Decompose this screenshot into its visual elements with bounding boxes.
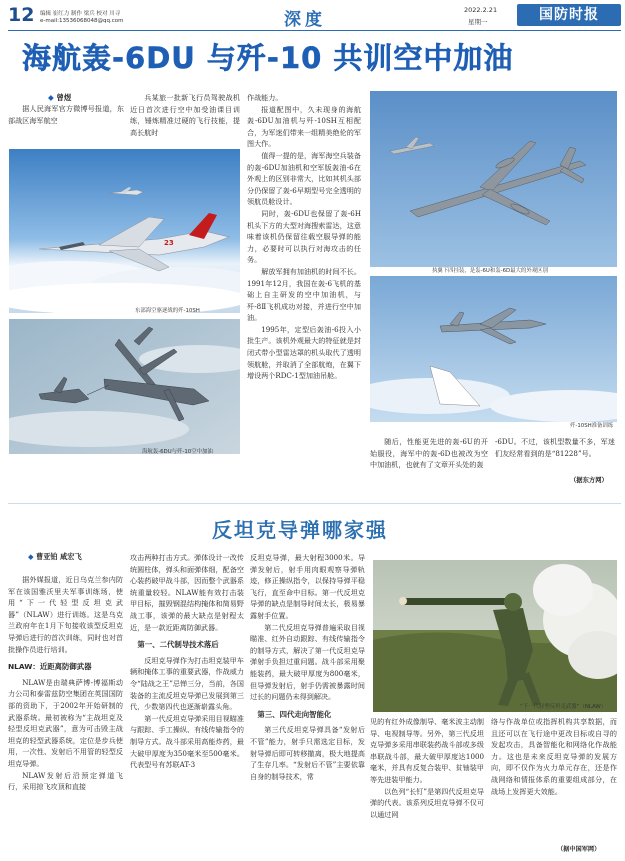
article2-col5 [491,716,617,797]
photo3-caption: 执翼下四挂装，是轰-6U和轰-6D最大的外观区别 [432,268,548,274]
photo-j10sh-prep [370,276,617,422]
article2-author-name: 曹亚铂 咸宏飞 [36,552,82,561]
paragraph: -6DU。不过，该机型数量不多，军迷们友经常看到的是“81228”号。 [495,437,615,458]
article1-col3 [247,92,361,382]
paragraph: 以色列“长钉”是第四代反坦克导弹的代表。该系列反坦克导弹不仅可以通过网 [370,786,484,819]
paragraph: 据人民海军官方微博号报道，东部战区海军航空 [8,104,124,125]
section-label: 深度 [284,10,326,30]
photo5-caption: “下一代轻型反坦克武器”（NLAW） [520,704,607,710]
paragraph: 反坦克导弹作为打击坦克装甲车辆和掩体工事的重要武器，作战威力令“陆战之王”忌惮三分，当前，各国装备的主流反坦克导弹已发展到第三代，少数第四代也逐渐崭露头角。 [130,655,244,712]
article1-col4b [495,436,615,459]
photo4-caption: 歼-10SH准备训练 [570,423,614,429]
svg-text:人民海军: 人民海军 [199,303,220,309]
photo-h6-bomber [370,91,617,267]
email: e-mail:13536068048@qq.com [40,18,124,24]
article1-author-name: 曾煜 [56,93,72,102]
paragraph: 络与作战单位或指挥机构共享数据，而且还可以在飞行途中更改目标或自寻的发起攻击，具备智能化和网络化作战能力。这也是未来反坦克导弹的发展方向，即不仅作为火力单元存在，还是作战网络和情报体系的重要组成部分，在战场上发挥更大效能。 [491,717,617,796]
svg-text:23: 23 [164,239,174,247]
article1-source: （据东方网） [570,477,608,484]
article1-title: 海航轰-6DU 与歼-10 共训空中加油 [22,41,514,75]
photo1-caption: 东部海空驱逐战的歼-10SH [135,308,200,314]
paragraph: 报道配图中，久未现身的海航轰-6DU加油机与歼-10SH互相配合，为军迷们带来一组精美绝伦的军图大作。 [247,104,361,149]
paragraph: 随后，性能更先进的轰-6U的开始服役，海军中的轰-6D也被改为空中加油机，也就有了文章开头处的轰 [370,437,488,470]
nlaw-firing-illustration [373,560,617,712]
paragraph: 作战能力。 [247,93,283,102]
author-marker-icon: ◆ [28,552,34,561]
paragraph: 见的有红外成像制导、毫米波主动制导、电视制导等。另外，第三代反坦克导弹多采用串联装药战斗部或多级串联战斗部，最大破甲厚度达1000毫米，并具有反复合装甲、贫铀装甲等先进装甲能力。 [370,717,484,784]
article2-col2 [130,552,244,771]
author-marker-icon: ◆ [48,93,54,102]
article2-col3 [250,552,365,782]
paragraph: NLAW是由瑞典萨博-博福斯动力公司和泰雷兹防空集团在英国国防部的资助下，于2002年开始研制的武器系统。最初被称为“主战坦克及轻型反坦克武器”，意为可击毁主战坦克的轻型武器系统，定位是步兵使用，一次性、发射后不用管的轻型反坦克导弹。 [8,677,123,768]
photo-j10sh-flight [9,149,240,313]
paragraph: 攻击两种打击方式。弹体设计一改传统圆柱体，弹头和面弹体细，配备空心装药破甲战斗部，因而整个武器系统重量较轻。NLAW能有效打击装甲目标，摧毁钢混结构掩体和简易野战工事，该弹的最大缺点是射程太近，是一款近距离防御武器。 [130,553,244,632]
masthead: 国防时报 [517,4,621,26]
paragraph: 第三代反坦克导弹具备“发射后不管”能力，射手只需选定目标，发射导弹后即可转移撤离，极大地提高了生存几率。“发射后不管”主要依靠自身的制导技术，常 [250,725,365,781]
subheading-gen12: 第一、二代制导技术落后 [137,640,219,650]
photo-refueling [9,319,240,454]
header-rule [8,30,621,31]
paragraph: 据外媒报道，近日乌克兰参内防军在该国雅沃里夫军事训练场，使用“下一代轻型反坦克武器”（NLAW）进行训练。这是乌克兰政府年在1月下旬接收该型反坦克导弹后进行的首次训练，同时也对首批操作员进行培训。 [8,575,123,654]
article2-author [28,552,82,562]
paragraph: 第一代反坦克导弹采用目视瞄准与跟踪、手工操纵、有线传输指令的制导方式。战斗部采用高能炸药，最大破甲厚度为350毫米至500毫米。代表型号有苏联AT-3 [130,713,244,770]
section-divider [8,503,621,504]
subheading-nlaw: NLAW：近距离防御武器 [8,662,92,672]
photo-nlaw [373,560,617,712]
jet-over-clouds-illustration [9,149,240,313]
refueling-illustration [9,319,240,454]
article2-source: （据中国军网） [557,846,601,853]
article2-title: 反坦克导弹哪家强 [212,518,388,542]
article1-col1 [8,103,124,126]
paragraph: 值得一提的是，海军海空兵装备的轰-6DU加油机和空军版轰油-6在外观上的区别非常大，比如其机头部分仍保留了轰-6早期型号完全透明的领航员舱设计。 [247,150,361,207]
paragraph: 解放军拥有加油机的时间不长。1991年12月，我国在轰-6飞机的基础上自主研发的空中加油机，与歼-8Ⅱ飞机成功对接，并进行空中加油。 [247,266,361,323]
article1-col4a [370,436,488,471]
page-number: 12 [8,4,35,26]
article1-author [48,92,71,103]
paragraph: NLAW发射后沿预定弹道飞行，采用掠飞攻顶和直接 [8,770,123,792]
article2-col4 [370,716,484,820]
article1-col2 [130,92,240,138]
bomber-illustration [370,91,617,267]
paragraph: 1995年，定型后轰油-6投入小批生产。该机外观最大的特征就是封闭式带小型雷达罩的机头取代了透明领航舱，并取消了全部航炮，在翼下增设两个RDC-1型加油吊舱。 [247,324,361,381]
paragraph: 第二代反坦克导弹普遍采取目视瞄准、红外自动跟踪、有线传输指令的制导方式，解决了第一代反坦克导弹射手负担过重问题。战斗部采用聚能装药，最大破甲厚度为800毫米，但导弹发射后，射手仍需被暴露时间过长的问题仍未得到解决。 [250,622,365,702]
editor-credits: 编辑 崔红力 制作 梁兵 校对 川寻 [40,11,121,17]
paragraph: 兵某旅一批新飞行员驾驶战机近日首次进行空中加受油课目训练，锤炼精准过硬的飞行技能，提高长航时 [130,93,240,137]
issue-date: 2022.2.21 [464,6,498,14]
paragraph: 同时，轰-6DU也保留了轰-6H机头下方的大型对海搜索雷达，这意味着该机仍保留往载空服导弹的能力，必要时可以执行对海攻击的任务。 [247,208,361,265]
jet-illustration [370,276,617,422]
issue-weekday: 星期一 [468,18,488,26]
article2-col1 [8,574,123,793]
paragraph: 反坦克导弹，最大射程3000米。导弹发射后，射手用肉眼观察导弹轨迹，修正操纵指令，以保持导弹平稳飞行，直至命中目标。第一代反坦克导弹的缺点是制导时间太长，极易暴露射手位置。 [250,553,365,620]
subheading-gen34: 第三、四代走向智能化 [257,709,332,719]
photo2-caption: 海航轰-6DU与歼-10空中加油 [142,449,213,455]
